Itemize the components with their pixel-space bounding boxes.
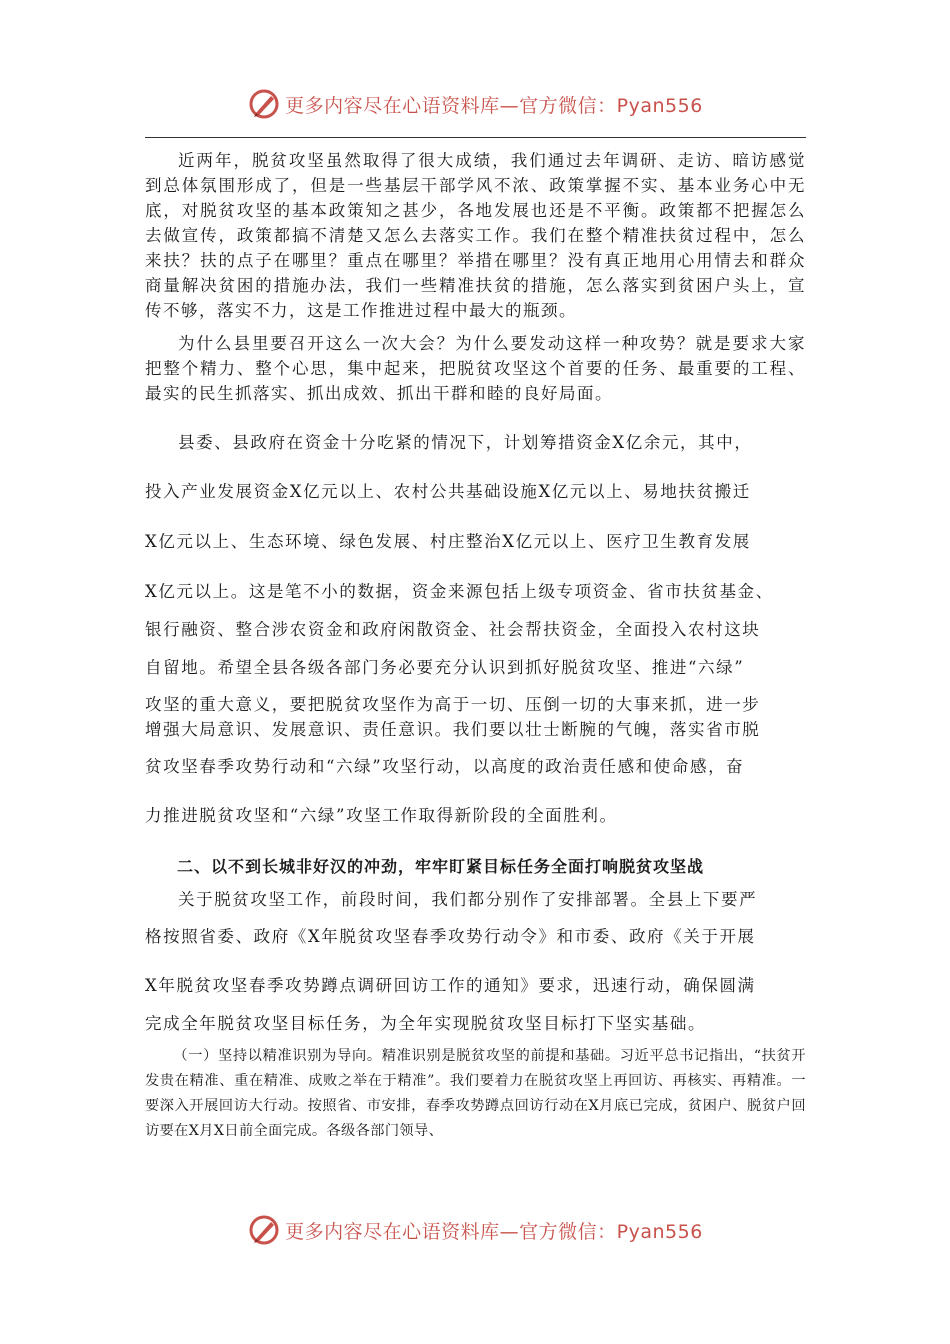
footer-watermark-banner — [0, 1210, 950, 1250]
paragraph-5: （一）坚持以精准识别为导向。精准识别是脱贫攻坚的前提和基础。习近平总书记指出，“扶贫开发贵在精准、重在精准、成败之举在于精准”。我们要着力在脱贫攻坚上再回访、再核实、再精准。一要深入开展回访大行动。按照省、市安排，春季攻势蹲点回访行动在X月底已完成，贫困户、脱贫户回访要在X月X日前全面完成。各级各部门领导、 — [145, 1048, 806, 1139]
paragraph-3-line: 自留地。希望全县各级各部门务必要充分认识到抓好脱贫攻坚、推进“六绿” — [145, 658, 745, 677]
header-divider — [145, 137, 806, 138]
paragraph-3-line: 银行融资、整合涉农资金和政府闲散资金、社会帮扶资金，全面投入农村这块 — [145, 620, 761, 639]
paragraph-3 — [145, 430, 806, 828]
header-watermark-text: 更多内容尽在心语资料库—官方微信：Pyan556 — [285, 94, 703, 117]
paragraph-2: 为什么县里要召开这么一次大会？为什么要发动这样一种攻势？就是要求大家把整个精力、整个心思，集中起来，把脱贫攻坚这个首要的任务、最重要的工程、最实的民生抓落实、抓出成效、抓出干群和睦的良好局面。 — [145, 334, 806, 403]
pen-logo-icon — [247, 87, 281, 121]
paragraph-4-line: X年脱贫攻坚春季攻势蹲点调研回访工作的通知》要求，迅速行动，确保圆满 — [145, 976, 756, 995]
paragraph-1: 近两年，脱贫攻坚虽然取得了很大成绩，我们通过去年调研、走访、暗访感觉到总体氛围形成了，但是一些基层干部学风不浓、政策掌握不实、基本业务心中无底，对脱贫攻坚的基本政策知之甚少，各地发展也还是不平衡。政策都不把握怎么去做宣传，政策都搞不清楚又怎么去落实工作。我们在整个精准扶贫过程中，怎么来扶？扶的点子在哪里？重点在哪里？举措在哪里？没有真正地用心用情去和群众商量解决贫困的措施办法，我们一些精准扶贫的措施，怎么落实到贫困户头上，宣传不够，落实不力，这是工作推进过程中最大的瓶颈。 — [145, 151, 806, 320]
paragraph-4 — [145, 887, 806, 1036]
paragraph-3-line: 攻坚的重大意义，要把脱贫攻坚作为高于一切、压倒一切的大事来抓，进一步 — [145, 695, 761, 714]
footer-watermark-text: 更多内容尽在心语资料库—官方微信：Pyan556 — [285, 1220, 703, 1243]
paragraph-3-line: 贫攻坚春季攻势行动和“六绿”攻坚行动，以高度的政治责任感和使命感，奋 — [145, 757, 745, 776]
paragraph-3-line: X亿元以上。这是笔不小的数据，资金来源包括上级专项资金、省市扶贫基金、 — [145, 582, 774, 601]
paragraph-3-line: X亿元以上、生态环境、绿色发展、村庄整治X亿元以上、医疗卫生教育发展 — [145, 532, 751, 551]
section-heading-2: 二、以不到长城非好汉的冲劲，牢牢盯紧目标任务全面打响脱贫攻坚战 — [177, 857, 705, 876]
document-body — [145, 148, 806, 1144]
paragraph-4-line: 完成全年脱贫攻坚目标任务，为全年实现脱贫攻坚目标打下坚实基础。 — [145, 1014, 707, 1033]
pen-logo-icon — [247, 1213, 281, 1247]
paragraph-3-line: 投入产业发展资金X亿元以上、农村公共基础设施X亿元以上、易地扶贫搬迁 — [145, 482, 751, 501]
paragraph-3-line: 增强大局意识、发展意识、责任意识。我们要以壮士断腕的气魄，落实省市脱 — [145, 720, 761, 739]
paragraph-3-line: 力推进脱贫攻坚和“六绿”攻坚工作取得新阶段的全面胜利。 — [145, 806, 618, 825]
paragraph-4-line: 格按照省委、政府《X年脱贫攻坚春季攻势行动令》和市委、政府《关于开展 — [145, 927, 756, 946]
paragraph-3-line: 县委、县政府在资金十分吃紧的情况下，计划筹措资金X亿余元，其中， — [178, 433, 753, 452]
paragraph-4-line: 关于脱贫攻坚工作，前段时间，我们都分别作了安排部署。全县上下要严 — [178, 890, 758, 909]
header-watermark-banner — [0, 84, 950, 124]
